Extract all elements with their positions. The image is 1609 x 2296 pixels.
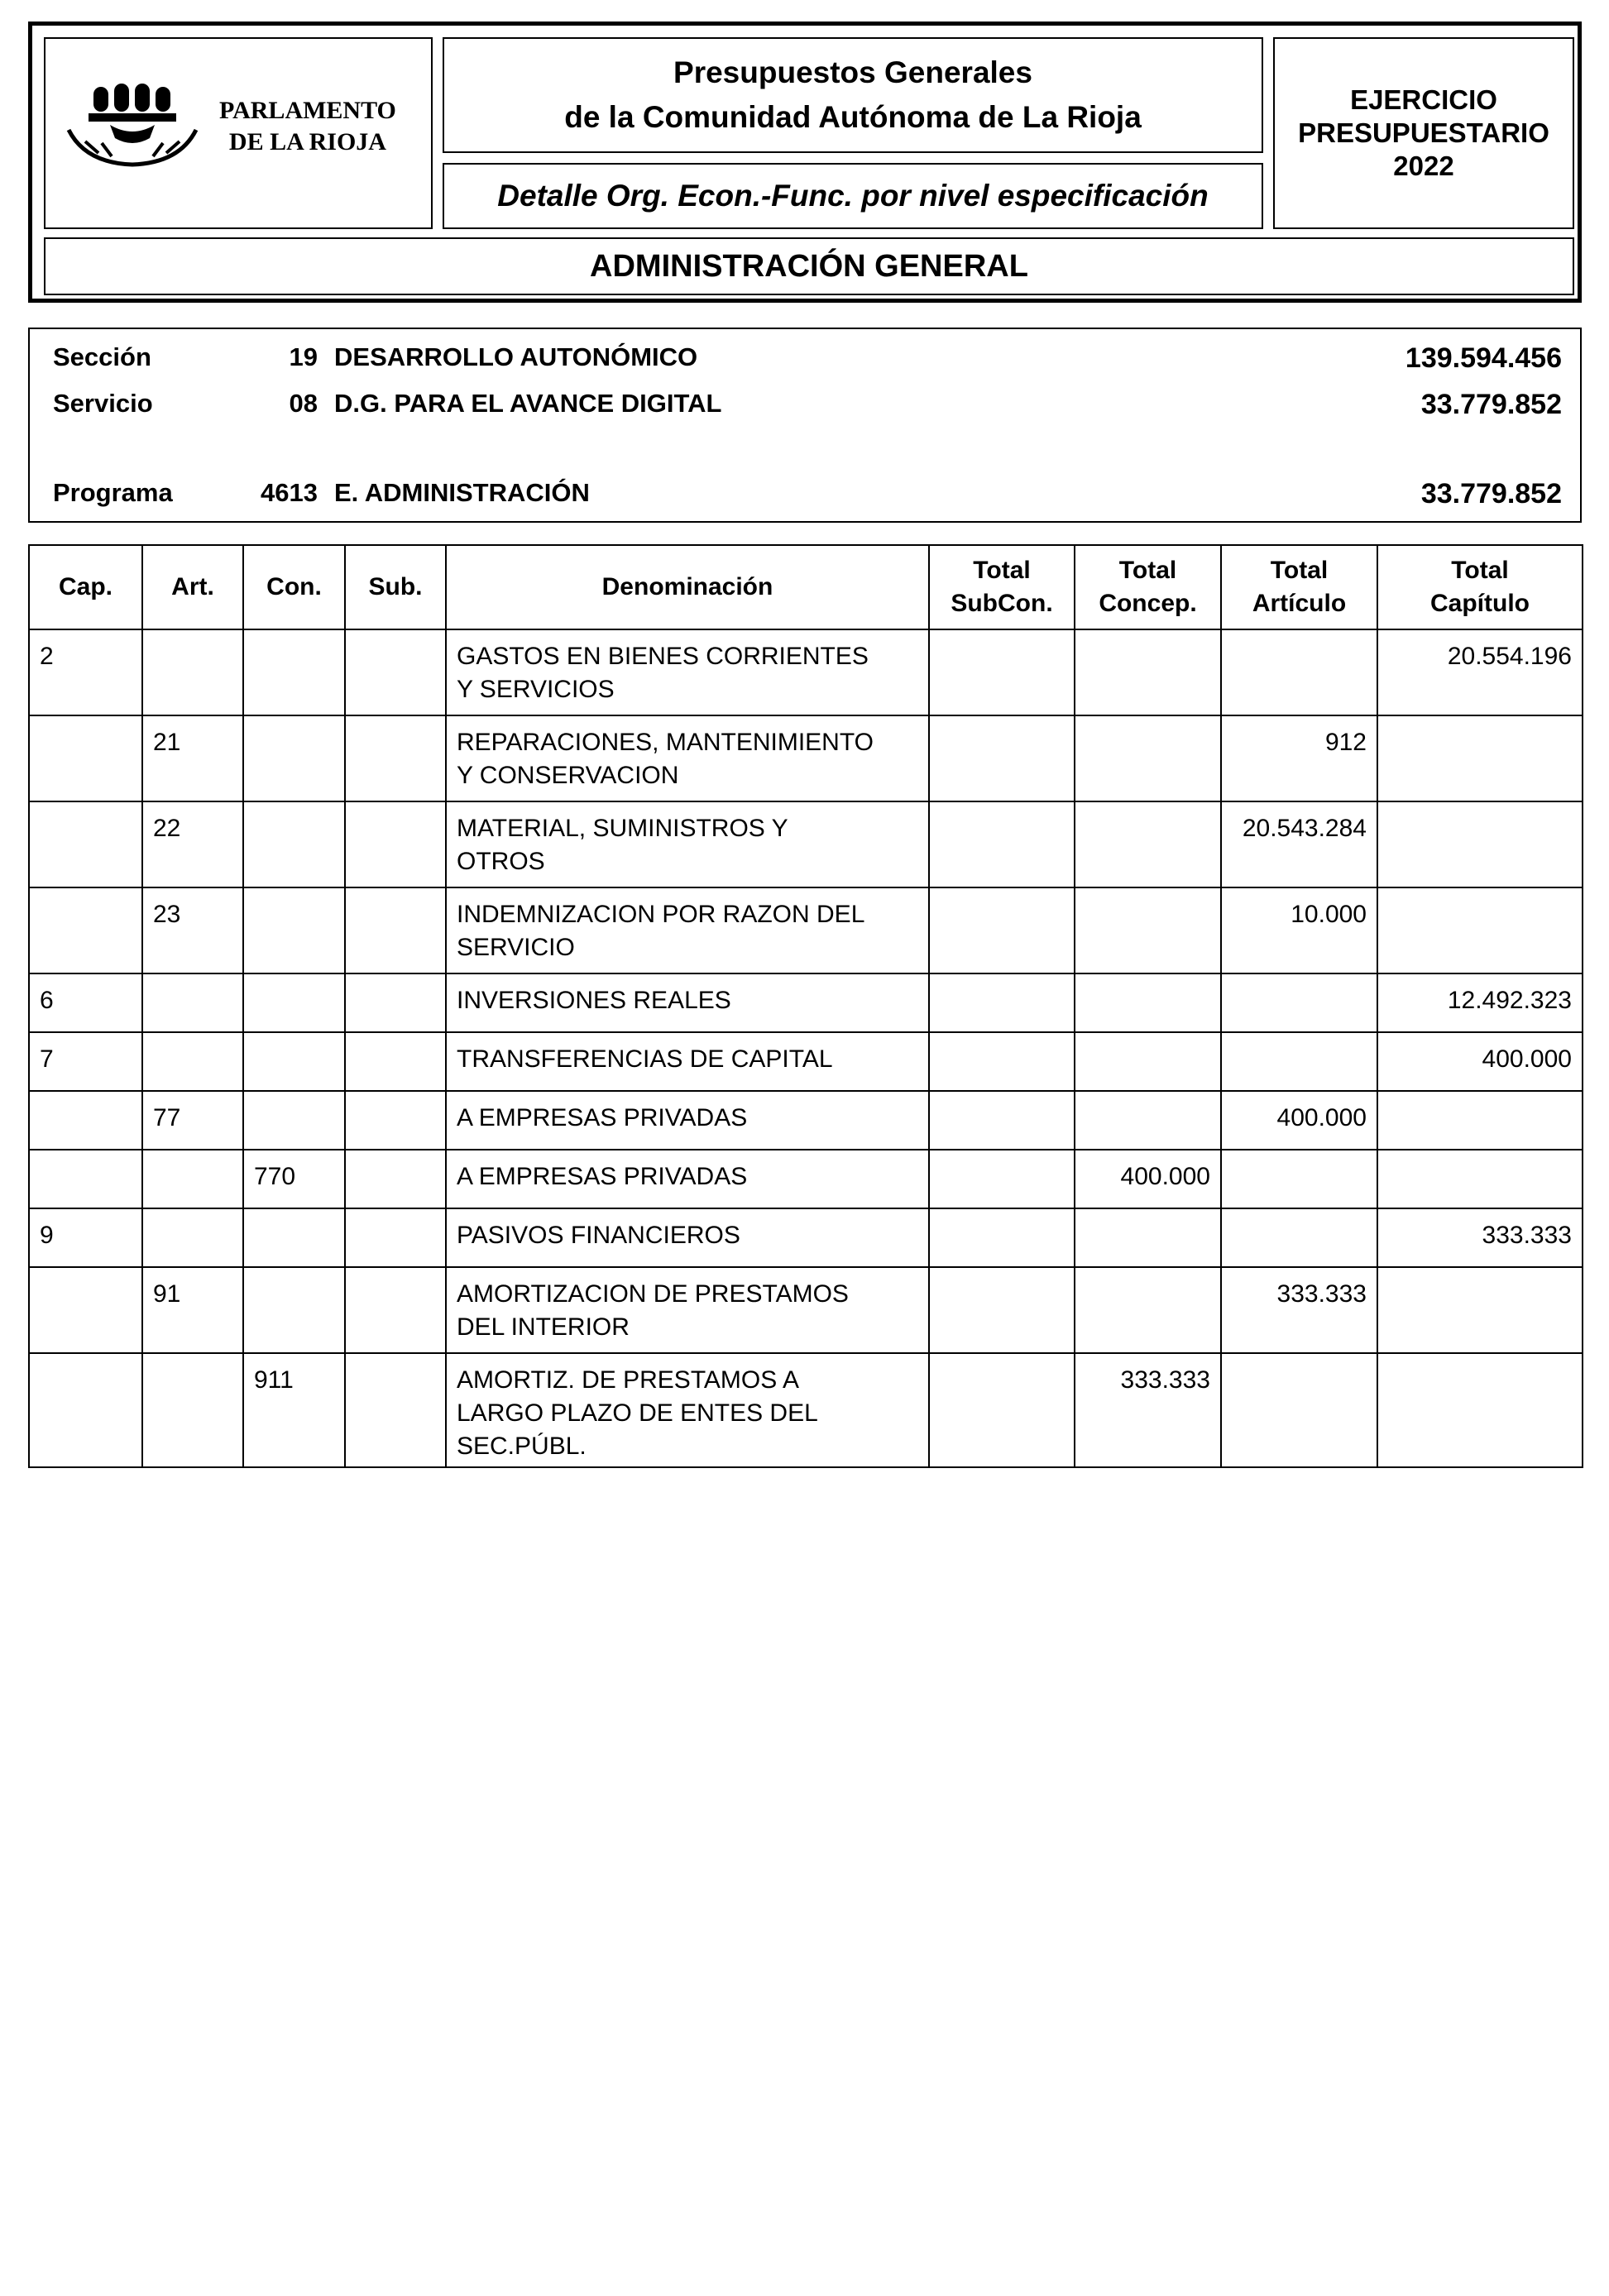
cell-cap — [29, 887, 142, 973]
header-total-capitulo-l2: Capítulo — [1430, 590, 1530, 617]
cell-sub — [345, 1150, 446, 1208]
cell-total-subcon — [929, 1353, 1075, 1467]
cell-total-concep: 333.333 — [1075, 1353, 1221, 1467]
cell-total-articulo — [1221, 629, 1377, 715]
header-cap: Cap. — [29, 545, 142, 629]
cell-total-articulo — [1221, 1353, 1377, 1467]
cell-sub — [345, 1032, 446, 1091]
cell-total-articulo — [1221, 1208, 1377, 1267]
cell-sub — [345, 1267, 446, 1353]
cell-cap — [29, 1353, 142, 1467]
cell-cap — [29, 801, 142, 887]
cell-total-articulo: 333.333 — [1221, 1267, 1377, 1353]
cell-total-capitulo — [1377, 1091, 1583, 1150]
cell-total-articulo: 400.000 — [1221, 1091, 1377, 1150]
header-denominacion: Denominación — [446, 545, 929, 629]
den-line: LARGO PLAZO DE ENTES DEL — [457, 1399, 818, 1427]
den-line: REPARACIONES, MANTENIMIENTO — [457, 729, 874, 756]
cell-total-articulo — [1221, 1150, 1377, 1208]
document-subtitle: Detalle Org. Econ.-Func. por nivel especificación — [443, 163, 1263, 229]
cell-con — [243, 715, 345, 801]
programa-row — [30, 478, 1580, 511]
seccion-label: Sección — [53, 342, 151, 371]
cell-total-articulo — [1221, 973, 1377, 1032]
header-total-capitulo-l1: Total — [1451, 557, 1509, 584]
cell-sub — [345, 629, 446, 715]
programa-label: Programa — [53, 478, 173, 507]
cell-total-subcon — [929, 801, 1075, 887]
den-line: Y CONSERVACION — [457, 762, 679, 789]
header-sub: Sub. — [345, 545, 446, 629]
seccion-row — [30, 342, 1580, 375]
cell-total-concep — [1075, 801, 1221, 887]
cell-art — [142, 1353, 243, 1467]
cell-cap — [29, 1091, 142, 1150]
cell-denominacion: A EMPRESAS PRIVADAS — [446, 1150, 929, 1208]
cell-total-subcon — [929, 887, 1075, 973]
cell-denominacion — [446, 1353, 929, 1467]
document-title — [443, 37, 1263, 153]
cell-cap: 6 — [29, 973, 142, 1032]
cell-sub — [345, 887, 446, 973]
cell-cap — [29, 715, 142, 801]
den-line: OTROS — [457, 848, 545, 875]
cell-total-subcon — [929, 1091, 1075, 1150]
cell-art — [142, 973, 243, 1032]
cell-cap: 2 — [29, 629, 142, 715]
cell-con — [243, 801, 345, 887]
cell-total-subcon — [929, 1032, 1075, 1091]
cell-denominacion: INVERSIONES REALES — [446, 973, 929, 1032]
table-row — [29, 973, 1583, 1032]
cell-total-subcon — [929, 629, 1075, 715]
cell-denominacion — [446, 629, 929, 715]
header-total-subcon — [929, 545, 1075, 629]
table-row — [29, 1150, 1583, 1208]
header-total-concep-l1: Total — [1118, 557, 1177, 584]
cell-sub — [345, 715, 446, 801]
servicio-name: D.G. PARA EL AVANCE DIGITAL — [334, 389, 722, 418]
cell-total-concep — [1075, 1032, 1221, 1091]
programa-amount: 33.779.852 — [1420, 478, 1562, 509]
header-total-capitulo — [1377, 545, 1583, 629]
parliament-logo-icon — [60, 72, 218, 196]
cell-cap: 7 — [29, 1032, 142, 1091]
title-line2: de la Comunidad Autónoma de La Rioja — [564, 100, 1142, 134]
cell-total-concep — [1075, 973, 1221, 1032]
cell-con — [243, 1208, 345, 1267]
header-total-subcon-l2: SubCon. — [951, 590, 1053, 617]
cell-sub — [345, 1353, 446, 1467]
logo-line1: PARLAMENTO — [219, 97, 396, 124]
table-header-row — [29, 545, 1583, 629]
header-total-subcon-l1: Total — [973, 557, 1031, 584]
cell-total-articulo: 10.000 — [1221, 887, 1377, 973]
servicio-label: Servicio — [53, 389, 153, 418]
den-line: GASTOS EN BIENES CORRIENTES — [457, 643, 869, 670]
seccion-name: DESARROLLO AUTONÓMICO — [334, 342, 698, 371]
cell-total-concep — [1075, 1091, 1221, 1150]
servicio-code: 08 — [289, 389, 318, 418]
cell-cap — [29, 1267, 142, 1353]
cell-total-articulo — [1221, 1032, 1377, 1091]
table-row — [29, 801, 1583, 887]
cell-total-articulo: 912 — [1221, 715, 1377, 801]
cell-total-concep — [1075, 887, 1221, 973]
cell-total-capitulo — [1377, 801, 1583, 887]
cell-total-capitulo — [1377, 1353, 1583, 1467]
table-row — [29, 1032, 1583, 1091]
header-total-articulo-l1: Total — [1270, 557, 1329, 584]
cell-total-articulo: 20.543.284 — [1221, 801, 1377, 887]
table-row — [29, 1091, 1583, 1150]
table-row — [29, 1353, 1583, 1467]
cell-art — [142, 629, 243, 715]
document-header — [28, 22, 1582, 303]
table-row — [29, 1208, 1583, 1267]
cell-art: 21 — [142, 715, 243, 801]
fiscal-year-panel — [1273, 37, 1574, 229]
header-total-articulo — [1221, 545, 1377, 629]
header-con: Con. — [243, 545, 345, 629]
cell-total-subcon — [929, 973, 1075, 1032]
cell-cap — [29, 1150, 142, 1208]
header-total-concep — [1075, 545, 1221, 629]
logo-line2: DE LA RIOJA — [228, 128, 386, 155]
seccion-amount: 139.594.456 — [1405, 342, 1562, 374]
cell-art: 77 — [142, 1091, 243, 1150]
cell-con — [243, 629, 345, 715]
cell-total-capitulo: 12.492.323 — [1377, 973, 1583, 1032]
logo-panel — [44, 37, 433, 229]
cell-total-capitulo — [1377, 1150, 1583, 1208]
cell-sub — [345, 973, 446, 1032]
servicio-amount: 33.779.852 — [1420, 389, 1562, 420]
programa-code: 4613 — [261, 478, 318, 507]
programa-name: E. ADMINISTRACIÓN — [334, 478, 590, 507]
logo-wordmark — [219, 95, 396, 158]
table-row — [29, 1267, 1583, 1353]
cell-denominacion — [446, 801, 929, 887]
cell-sub — [345, 1208, 446, 1267]
cell-denominacion: A EMPRESAS PRIVADAS — [446, 1091, 929, 1150]
den-line: SERVICIO — [457, 934, 575, 961]
administration-banner: ADMINISTRACIÓN GENERAL — [44, 237, 1574, 295]
cell-total-subcon — [929, 1267, 1075, 1353]
cell-denominacion — [446, 887, 929, 973]
den-line: AMORTIZACION DE PRESTAMOS — [457, 1280, 849, 1308]
den-line: AMORTIZ. DE PRESTAMOS A — [457, 1366, 799, 1394]
presupuestario-label: PRESUPUESTARIO — [1298, 117, 1549, 148]
cell-denominacion: PASIVOS FINANCIEROS — [446, 1208, 929, 1267]
cell-art: 23 — [142, 887, 243, 973]
cell-con — [243, 1091, 345, 1150]
cell-art — [142, 1032, 243, 1091]
cell-con — [243, 887, 345, 973]
cell-con — [243, 1267, 345, 1353]
header-art: Art. — [142, 545, 243, 629]
den-line: MATERIAL, SUMINISTROS Y — [457, 815, 788, 842]
cell-art — [142, 1150, 243, 1208]
budget-summary — [28, 328, 1582, 523]
cell-total-subcon — [929, 715, 1075, 801]
cell-total-concep: 400.000 — [1075, 1150, 1221, 1208]
header-total-concep-l2: Concep. — [1099, 590, 1197, 617]
cell-total-capitulo — [1377, 1267, 1583, 1353]
cell-total-capitulo — [1377, 715, 1583, 801]
cell-con — [243, 973, 345, 1032]
cell-total-subcon — [929, 1150, 1075, 1208]
cell-total-capitulo: 400.000 — [1377, 1032, 1583, 1091]
fiscal-year: 2022 — [1393, 151, 1454, 181]
cell-total-capitulo: 20.554.196 — [1377, 629, 1583, 715]
table-row — [29, 887, 1583, 973]
cell-art — [142, 1208, 243, 1267]
den-line: INDEMNIZACION POR RAZON DEL — [457, 901, 865, 928]
cell-denominacion — [446, 715, 929, 801]
cell-art: 91 — [142, 1267, 243, 1353]
servicio-row — [30, 389, 1580, 422]
cell-total-concep — [1075, 715, 1221, 801]
cell-sub — [345, 801, 446, 887]
cell-total-capitulo: 333.333 — [1377, 1208, 1583, 1267]
cell-art: 22 — [142, 801, 243, 887]
ejercicio-label: EJERCICIO — [1350, 84, 1497, 115]
cell-sub — [345, 1091, 446, 1150]
cell-denominacion: TRANSFERENCIAS DE CAPITAL — [446, 1032, 929, 1091]
cell-total-capitulo — [1377, 887, 1583, 973]
seccion-code: 19 — [289, 342, 318, 371]
cell-total-subcon — [929, 1208, 1075, 1267]
cell-con — [243, 1032, 345, 1091]
cell-total-concep — [1075, 1267, 1221, 1353]
table-row — [29, 629, 1583, 715]
den-line: DEL INTERIOR — [457, 1313, 630, 1341]
title-line1: Presupuestos Generales — [673, 55, 1032, 89]
table-row — [29, 715, 1583, 801]
cell-cap: 9 — [29, 1208, 142, 1267]
den-line: Y SERVICIOS — [457, 676, 615, 703]
header-total-articulo-l2: Artículo — [1252, 590, 1347, 617]
cell-con: 911 — [243, 1353, 345, 1467]
budget-table — [28, 544, 1583, 1468]
cell-total-concep — [1075, 629, 1221, 715]
cell-denominacion — [446, 1267, 929, 1353]
cell-con: 770 — [243, 1150, 345, 1208]
cell-total-concep — [1075, 1208, 1221, 1267]
den-line: SEC.PÚBL. — [457, 1433, 587, 1460]
